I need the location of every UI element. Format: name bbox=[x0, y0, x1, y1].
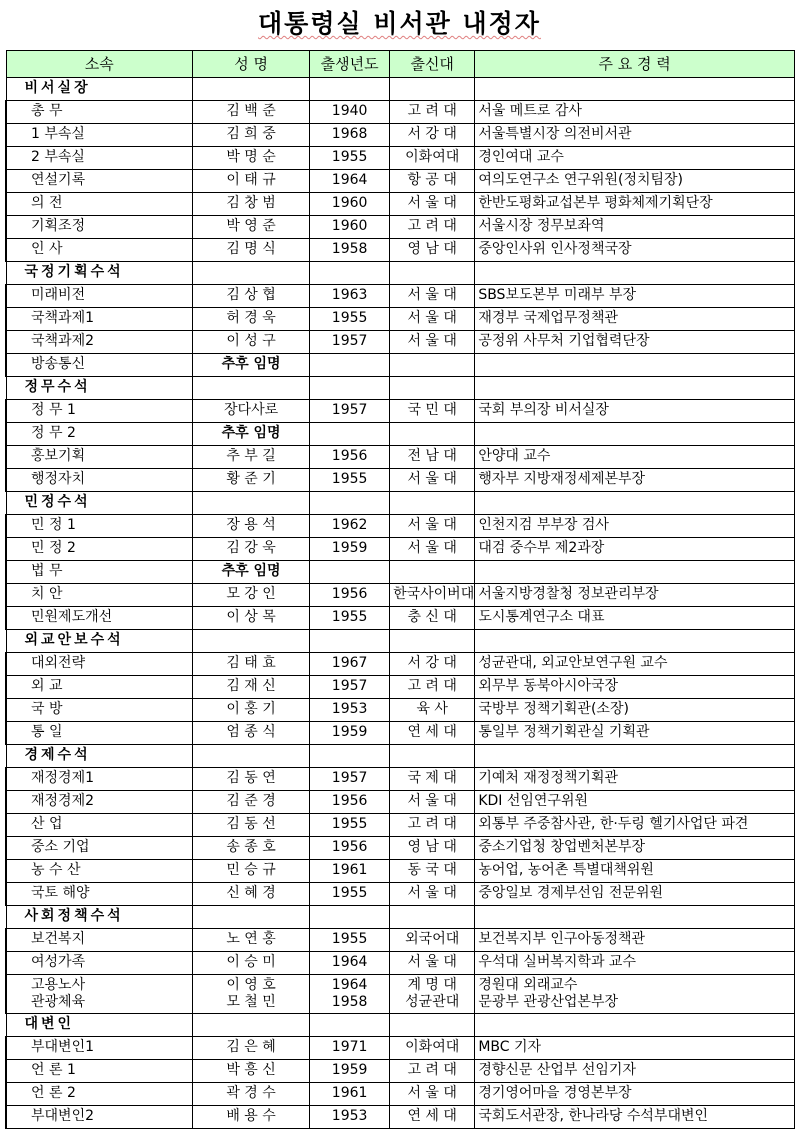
table-row bbox=[6, 193, 795, 216]
dept-cell: 재정경제1 bbox=[6, 768, 192, 791]
table-row bbox=[6, 676, 795, 699]
year-cell-line: 1964 bbox=[331, 977, 368, 993]
section-row bbox=[6, 262, 795, 285]
school-cell: 서 울 대 bbox=[390, 469, 475, 492]
empty-cell bbox=[192, 745, 309, 768]
dept-cell: 기획조정 bbox=[6, 216, 192, 239]
tbd-cell: 추후 임명 bbox=[192, 354, 309, 377]
table-row bbox=[6, 147, 795, 170]
table-row bbox=[6, 446, 795, 469]
career-cell: MBC 기자 bbox=[475, 1037, 795, 1060]
year-cell: 1957 bbox=[310, 768, 390, 791]
empty-cell bbox=[310, 423, 390, 446]
empty-cell bbox=[192, 1014, 309, 1037]
year-cell: 1963 bbox=[310, 285, 390, 308]
career-cell: 서울시장 정무보좌역 bbox=[475, 216, 795, 239]
tbd-cell: 추후 임명 bbox=[192, 561, 309, 584]
table-row bbox=[6, 837, 795, 860]
career-cell: 중소기업청 창업벤처본부장 bbox=[475, 837, 795, 860]
dept-cell: 부대변인2 bbox=[6, 1106, 192, 1129]
name-cell: 장다사로 bbox=[192, 400, 309, 423]
table-row bbox=[6, 124, 795, 147]
table-row bbox=[6, 515, 795, 538]
section-row bbox=[6, 377, 795, 400]
header-year: 출생년도 bbox=[310, 51, 390, 78]
year-cell: 1956 bbox=[310, 791, 390, 814]
empty-cell bbox=[475, 78, 795, 101]
section-label: 정무수석 bbox=[6, 377, 192, 400]
name-cell: 김 은 혜 bbox=[192, 1037, 309, 1060]
empty-cell bbox=[475, 561, 795, 584]
dept-cell: 언 론 2 bbox=[6, 1083, 192, 1106]
career-cell: 보건복지부 인구아동정책관 bbox=[475, 929, 795, 952]
name-cell: 추 부 길 bbox=[192, 446, 309, 469]
section-row bbox=[6, 630, 795, 653]
name-cell: 황 준 기 bbox=[192, 469, 309, 492]
table-row bbox=[6, 239, 795, 262]
empty-cell bbox=[475, 354, 795, 377]
dept-cell: 국토 해양 bbox=[6, 883, 192, 906]
career-cell-line: 문광부 관광산업본부장 bbox=[478, 994, 619, 1010]
year-cell: 1971 bbox=[310, 1037, 390, 1060]
empty-cell bbox=[192, 262, 309, 285]
name-cell: 엄 종 식 bbox=[192, 722, 309, 745]
school-cell: 항 공 대 bbox=[390, 170, 475, 193]
table-row bbox=[6, 722, 795, 745]
career-cell: 도시통계연구소 대표 bbox=[475, 607, 795, 630]
section-row bbox=[6, 78, 795, 101]
school-cell: 서 울 대 bbox=[390, 538, 475, 561]
name-cell: 신 혜 경 bbox=[192, 883, 309, 906]
section-label: 민정수석 bbox=[6, 492, 192, 515]
name-cell: 김 희 중 bbox=[192, 124, 309, 147]
school-cell: 서 울 대 bbox=[390, 331, 475, 354]
section-row bbox=[6, 492, 795, 515]
empty-cell bbox=[390, 1014, 475, 1037]
year-cell: 1957 bbox=[310, 400, 390, 423]
career-cell: 재경부 국제업무정책관 bbox=[475, 308, 795, 331]
name-cell: 김 동 연 bbox=[192, 768, 309, 791]
empty-cell bbox=[390, 745, 475, 768]
career-cell bbox=[475, 975, 795, 1014]
section-row bbox=[6, 906, 795, 929]
year-cell: 1958 bbox=[310, 239, 390, 262]
empty-cell bbox=[475, 492, 795, 515]
dept-cell: 국 방 bbox=[6, 699, 192, 722]
career-cell: 공정위 사무처 기업협력단장 bbox=[475, 331, 795, 354]
year-cell: 1956 bbox=[310, 446, 390, 469]
school-cell: 외국어대 bbox=[390, 929, 475, 952]
school-cell: 충 신 대 bbox=[390, 607, 475, 630]
empty-cell bbox=[390, 78, 475, 101]
name-cell: 민 승 규 bbox=[192, 860, 309, 883]
table-row bbox=[6, 1106, 795, 1129]
school-cell: 고 려 대 bbox=[390, 814, 475, 837]
career-cell: 여의도연구소 연구위원(정치팀장) bbox=[475, 170, 795, 193]
year-cell-line: 1958 bbox=[331, 994, 368, 1010]
name-cell: 박 영 준 bbox=[192, 216, 309, 239]
tbd-cell: 추후 임명 bbox=[192, 423, 309, 446]
table-row bbox=[6, 653, 795, 676]
year-cell: 1960 bbox=[310, 216, 390, 239]
school-cell: 고 려 대 bbox=[390, 216, 475, 239]
year-cell: 1968 bbox=[310, 124, 390, 147]
dept-cell: 미래비전 bbox=[6, 285, 192, 308]
name-cell: 김 재 신 bbox=[192, 676, 309, 699]
empty-cell bbox=[310, 906, 390, 929]
name-cell: 이 태 규 bbox=[192, 170, 309, 193]
name-cell: 김 준 경 bbox=[192, 791, 309, 814]
dept-cell: 여성가족 bbox=[6, 952, 192, 975]
name-cell: 배 용 수 bbox=[192, 1106, 309, 1129]
career-cell: 중앙인사위 인사정책국장 bbox=[475, 239, 795, 262]
table-row bbox=[6, 308, 795, 331]
dept-cell: 행정자치 bbox=[6, 469, 192, 492]
dept-cell: 통 일 bbox=[6, 722, 192, 745]
year-cell: 1955 bbox=[310, 607, 390, 630]
career-cell: 서울특별시장 의전비서관 bbox=[475, 124, 795, 147]
name-cell: 김 백 준 bbox=[192, 101, 309, 124]
section-label: 국정기획수석 bbox=[6, 262, 192, 285]
name-cell: 이 승 미 bbox=[192, 952, 309, 975]
name-cell: 김 태 효 bbox=[192, 653, 309, 676]
table-row bbox=[6, 607, 795, 630]
section-label: 외교안보수석 bbox=[6, 630, 192, 653]
name-cell-line: 모 철 민 bbox=[226, 994, 276, 1010]
dept-cell: 산 업 bbox=[6, 814, 192, 837]
name-cell bbox=[192, 975, 309, 1014]
year-cell: 1962 bbox=[310, 515, 390, 538]
dept-cell: 법 무 bbox=[6, 561, 192, 584]
empty-cell bbox=[475, 1014, 795, 1037]
career-cell: 성균관대, 외교안보연구원 교수 bbox=[475, 653, 795, 676]
year-cell: 1956 bbox=[310, 584, 390, 607]
year-cell: 1955 bbox=[310, 929, 390, 952]
empty-cell bbox=[390, 906, 475, 929]
school-cell bbox=[390, 975, 475, 1014]
career-cell: 국회도서관장, 한나라당 수석부대변인 bbox=[475, 1106, 795, 1129]
year-cell: 1957 bbox=[310, 676, 390, 699]
career-cell: 기예처 재정정책기획관 bbox=[475, 768, 795, 791]
name-cell: 김 상 협 bbox=[192, 285, 309, 308]
header-career: 주 요 경 력 bbox=[475, 51, 795, 78]
career-cell: 통일부 정책기획관실 기획관 bbox=[475, 722, 795, 745]
year-cell: 1960 bbox=[310, 193, 390, 216]
school-cell: 서 강 대 bbox=[390, 653, 475, 676]
name-cell: 김 강 욱 bbox=[192, 538, 309, 561]
year-cell: 1964 bbox=[310, 170, 390, 193]
empty-cell bbox=[390, 377, 475, 400]
empty-cell bbox=[390, 354, 475, 377]
school-cell: 서 울 대 bbox=[390, 193, 475, 216]
year-cell: 1955 bbox=[310, 308, 390, 331]
school-cell: 서 강 대 bbox=[390, 124, 475, 147]
empty-cell bbox=[310, 377, 390, 400]
dept-cell-line: 고용노사 bbox=[31, 977, 86, 993]
school-cell: 이화여대 bbox=[390, 147, 475, 170]
dept-cell: 치 안 bbox=[6, 584, 192, 607]
empty-cell bbox=[475, 906, 795, 929]
table-row bbox=[6, 354, 795, 377]
career-cell: 국회 부의장 비서실장 bbox=[475, 400, 795, 423]
section-label: 대변인 bbox=[6, 1014, 192, 1037]
empty-cell bbox=[310, 745, 390, 768]
career-cell: 서울지방경찰청 정보관리부장 bbox=[475, 584, 795, 607]
dept-cell: 정 무 1 bbox=[6, 400, 192, 423]
table-body bbox=[6, 78, 795, 1129]
empty-cell bbox=[310, 492, 390, 515]
career-cell: 서울 메트로 감사 bbox=[475, 101, 795, 124]
table-row bbox=[6, 331, 795, 354]
dept-cell: 보건복지 bbox=[6, 929, 192, 952]
empty-cell bbox=[310, 354, 390, 377]
year-cell: 1940 bbox=[310, 101, 390, 124]
empty-cell bbox=[390, 630, 475, 653]
name-cell: 송 종 호 bbox=[192, 837, 309, 860]
school-cell: 서 울 대 bbox=[390, 285, 475, 308]
header-school: 출신대 bbox=[390, 51, 475, 78]
name-cell: 박 명 순 bbox=[192, 147, 309, 170]
empty-cell bbox=[310, 262, 390, 285]
table-row bbox=[6, 423, 795, 446]
school-cell: 이화여대 bbox=[390, 1037, 475, 1060]
dept-cell: 민 정 1 bbox=[6, 515, 192, 538]
empty-cell bbox=[192, 492, 309, 515]
school-cell: 고 려 대 bbox=[390, 1060, 475, 1083]
table-row bbox=[6, 975, 795, 1014]
table-row bbox=[6, 170, 795, 193]
table-row bbox=[6, 1083, 795, 1106]
empty-cell bbox=[310, 78, 390, 101]
career-cell: 농어업, 농어촌 특별대책위원 bbox=[475, 860, 795, 883]
name-cell: 김 동 선 bbox=[192, 814, 309, 837]
table-row bbox=[6, 860, 795, 883]
table-row bbox=[6, 538, 795, 561]
name-cell: 노 연 홍 bbox=[192, 929, 309, 952]
career-cell: 우석대 실버복지학과 교수 bbox=[475, 952, 795, 975]
year-cell: 1955 bbox=[310, 814, 390, 837]
year-cell: 1964 bbox=[310, 952, 390, 975]
career-cell: 인천지검 부부장 검사 bbox=[475, 515, 795, 538]
school-cell: 동 국 대 bbox=[390, 860, 475, 883]
dept-cell: 국책과제2 bbox=[6, 331, 192, 354]
name-cell: 이 상 목 bbox=[192, 607, 309, 630]
section-label: 비서실장 bbox=[6, 78, 192, 101]
table-row bbox=[6, 1060, 795, 1083]
school-cell: 서 울 대 bbox=[390, 308, 475, 331]
school-cell-line: 성균관대 bbox=[405, 994, 460, 1010]
year-cell: 1955 bbox=[310, 469, 390, 492]
career-cell: 경인여대 교수 bbox=[475, 147, 795, 170]
header-dept: 소속 bbox=[6, 51, 192, 78]
dept-cell: 농 수 산 bbox=[6, 860, 192, 883]
section-row bbox=[6, 745, 795, 768]
section-label: 사회정책수석 bbox=[6, 906, 192, 929]
dept-cell: 연설기록 bbox=[6, 170, 192, 193]
career-cell: 한반도평화교섭본부 평화체제기획단장 bbox=[475, 193, 795, 216]
year-cell: 1961 bbox=[310, 860, 390, 883]
dept-cell: 민 정 2 bbox=[6, 538, 192, 561]
section-label: 경제수석 bbox=[6, 745, 192, 768]
table-row bbox=[6, 952, 795, 975]
year-cell: 1959 bbox=[310, 722, 390, 745]
dept-cell bbox=[6, 975, 192, 1014]
dept-cell: 1 부속실 bbox=[6, 124, 192, 147]
career-cell: 경기영어마을 경영본부장 bbox=[475, 1083, 795, 1106]
school-cell: 영 남 대 bbox=[390, 837, 475, 860]
empty-cell bbox=[390, 492, 475, 515]
career-cell: 행자부 지방재정세제본부장 bbox=[475, 469, 795, 492]
dept-cell: 부대변인1 bbox=[6, 1037, 192, 1060]
dept-cell-line: 관광체육 bbox=[31, 994, 86, 1010]
year-cell: 1955 bbox=[310, 883, 390, 906]
dept-cell: 방송통신 bbox=[6, 354, 192, 377]
empty-cell bbox=[192, 78, 309, 101]
name-cell: 박 흥 신 bbox=[192, 1060, 309, 1083]
career-cell: 국방부 정책기획관(소장) bbox=[475, 699, 795, 722]
dept-cell: 중소 기업 bbox=[6, 837, 192, 860]
table-row bbox=[6, 584, 795, 607]
career-cell: KDI 선임연구위원 bbox=[475, 791, 795, 814]
career-cell: 안양대 교수 bbox=[475, 446, 795, 469]
school-cell: 영 남 대 bbox=[390, 239, 475, 262]
dept-cell: 총 무 bbox=[6, 101, 192, 124]
dept-cell: 민원제도개선 bbox=[6, 607, 192, 630]
career-cell: 중앙일보 경제부선임 전문위원 bbox=[475, 883, 795, 906]
empty-cell bbox=[475, 423, 795, 446]
name-cell: 김 창 범 bbox=[192, 193, 309, 216]
year-cell: 1953 bbox=[310, 699, 390, 722]
school-cell: 연 세 대 bbox=[390, 1106, 475, 1129]
school-cell: 서 울 대 bbox=[390, 1083, 475, 1106]
table-row bbox=[6, 101, 795, 124]
school-cell: 육 사 bbox=[390, 699, 475, 722]
dept-cell: 2 부속실 bbox=[6, 147, 192, 170]
name-cell: 김 명 식 bbox=[192, 239, 309, 262]
year-cell: 1955 bbox=[310, 147, 390, 170]
year-cell: 1956 bbox=[310, 837, 390, 860]
empty-cell bbox=[390, 262, 475, 285]
empty-cell bbox=[475, 262, 795, 285]
empty-cell bbox=[192, 377, 309, 400]
empty-cell bbox=[192, 630, 309, 653]
career-cell: 외무부 동북아시아국장 bbox=[475, 676, 795, 699]
career-cell: 경향신문 산업부 선임기자 bbox=[475, 1060, 795, 1083]
empty-cell bbox=[310, 1014, 390, 1037]
dept-cell: 재정경제2 bbox=[6, 791, 192, 814]
table-row bbox=[6, 561, 795, 584]
year-cell: 1959 bbox=[310, 1060, 390, 1083]
name-cell-line: 이 영 호 bbox=[226, 977, 276, 993]
table-row bbox=[6, 1037, 795, 1060]
empty-cell bbox=[475, 745, 795, 768]
table-row bbox=[6, 929, 795, 952]
empty-cell bbox=[310, 630, 390, 653]
empty-cell bbox=[390, 561, 475, 584]
year-cell: 1953 bbox=[310, 1106, 390, 1129]
page-title bbox=[0, 4, 799, 40]
name-cell: 장 용 석 bbox=[192, 515, 309, 538]
year-cell: 1961 bbox=[310, 1083, 390, 1106]
dept-cell: 정 무 2 bbox=[6, 423, 192, 446]
school-cell: 고 려 대 bbox=[390, 101, 475, 124]
dept-cell: 외 교 bbox=[6, 676, 192, 699]
header-name: 성 명 bbox=[192, 51, 309, 78]
school-cell-line: 계 명 대 bbox=[407, 977, 457, 993]
header-row bbox=[6, 51, 795, 78]
name-cell: 허 경 욱 bbox=[192, 308, 309, 331]
name-cell: 모 강 인 bbox=[192, 584, 309, 607]
school-cell: 한국사이버대 bbox=[390, 584, 475, 607]
table-row bbox=[6, 814, 795, 837]
name-cell: 이 성 구 bbox=[192, 331, 309, 354]
table-row bbox=[6, 768, 795, 791]
school-cell: 서 울 대 bbox=[390, 791, 475, 814]
table-row bbox=[6, 216, 795, 239]
career-cell: 대검 중수부 제2과장 bbox=[475, 538, 795, 561]
title-text: 대통령실 비서관 내정자 bbox=[258, 9, 541, 38]
year-cell: 1957 bbox=[310, 331, 390, 354]
table-row bbox=[6, 400, 795, 423]
name-cell: 곽 경 수 bbox=[192, 1083, 309, 1106]
school-cell: 국 제 대 bbox=[390, 768, 475, 791]
dept-cell: 의 전 bbox=[6, 193, 192, 216]
table-row bbox=[6, 285, 795, 308]
dept-cell: 홍보기획 bbox=[6, 446, 192, 469]
career-cell: 외통부 주중참사관, 한·두링 헬기사업단 파견 bbox=[475, 814, 795, 837]
school-cell: 서 울 대 bbox=[390, 515, 475, 538]
career-cell-line: 경원대 외래교수 bbox=[478, 977, 578, 993]
section-row bbox=[6, 1014, 795, 1037]
table-row bbox=[6, 699, 795, 722]
table-row bbox=[6, 469, 795, 492]
year-cell: 1967 bbox=[310, 653, 390, 676]
year-cell: 1959 bbox=[310, 538, 390, 561]
table-row bbox=[6, 883, 795, 906]
name-cell: 이 홍 기 bbox=[192, 699, 309, 722]
dept-cell: 대외전략 bbox=[6, 653, 192, 676]
empty-cell bbox=[475, 377, 795, 400]
dept-cell: 국책과제1 bbox=[6, 308, 192, 331]
career-cell: SBS보도본부 미래부 부장 bbox=[475, 285, 795, 308]
school-cell: 서 울 대 bbox=[390, 883, 475, 906]
table-row bbox=[6, 791, 795, 814]
empty-cell bbox=[475, 630, 795, 653]
dept-cell: 언 론 1 bbox=[6, 1060, 192, 1083]
empty-cell bbox=[390, 423, 475, 446]
school-cell: 연 세 대 bbox=[390, 722, 475, 745]
school-cell: 전 남 대 bbox=[390, 446, 475, 469]
appointee-table bbox=[5, 50, 795, 1129]
empty-cell bbox=[192, 906, 309, 929]
school-cell: 국 민 대 bbox=[390, 400, 475, 423]
school-cell: 서 울 대 bbox=[390, 952, 475, 975]
empty-cell bbox=[310, 561, 390, 584]
dept-cell: 인 사 bbox=[6, 239, 192, 262]
year-cell bbox=[310, 975, 390, 1014]
school-cell: 고 려 대 bbox=[390, 676, 475, 699]
